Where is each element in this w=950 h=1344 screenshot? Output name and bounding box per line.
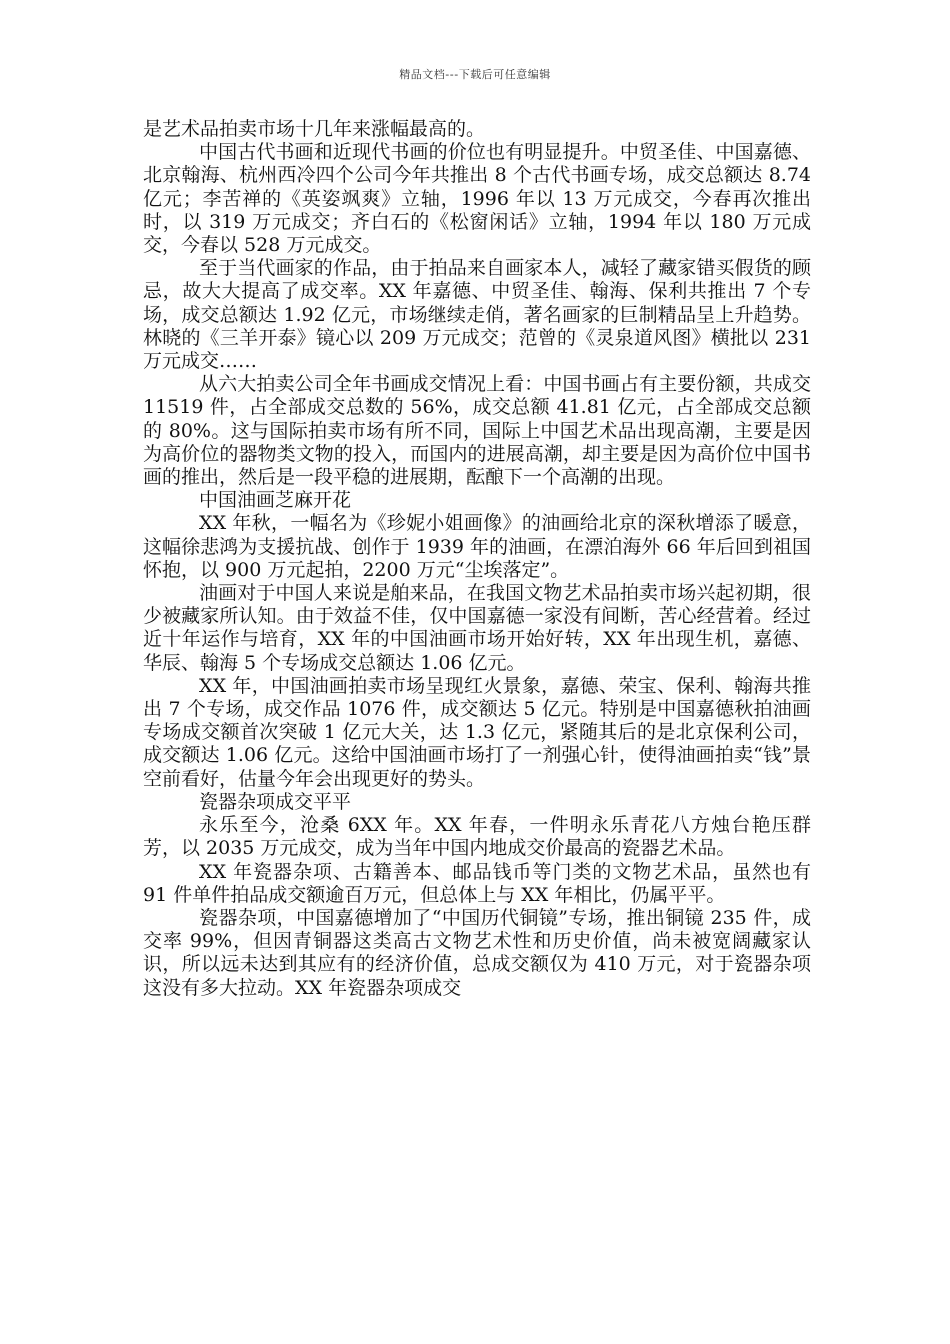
paragraph: 瓷器杂项，中国嘉德增加了“中国历代铜镜”专场，推出铜镜 235 件，成交率 99%，但因青铜器这类高古文物艺术性和历史价值，尚未被宽阔藏家认识，所以远未达到其应有的经济价值，总成交额仅为 410 万元，对于瓷器杂项这没有多大拉动。XX 年瓷器杂项成交 — [143, 906, 811, 999]
paragraph: 瓷器杂项成交平平 — [199, 790, 352, 813]
paragraph: 至于当代画家的作品，由于拍品来自画家本人，减轻了藏家错买假货的顾忌，故大大提高了成交率。XX 年嘉德、中贸圣佳、翰海、保利共推出 7 个专场，成交总额达 1.92 亿元，市场继续走俏，著名画家的巨制精品呈上升趋势。林晓的《三羊开泰》镜心以 209 万元成交；范曾的《灵泉道风图》横批以 231 万元成交…… — [143, 257, 811, 373]
paragraph: XX 年秋，一幅名为《珍妮小姐画像》的油画给北京的深秋增添了暖意，这幅徐悲鸿为支援抗战、创作于 1939 年的油画，在漂泊海外 66 年后回到祖国怀抱，以 900 万元起拍，2200 万元“尘埃落定”。 — [143, 512, 811, 581]
paragraph: 油画对于中国人来说是舶来品，在我国文物艺术品拍卖市场兴起初期，很少被藏家所认知。由于效益不佳，仅中国嘉德一家没有间断，苦心经营着。经过近十年运作与培育，XX 年的中国油画市场开始好转，XX 年出现生机，嘉德、华辰、翰海 5 个专场成交总额达 1.06 亿元。 — [143, 582, 811, 674]
page-header: 精品文档---下载后可任意编辑 — [399, 68, 551, 81]
paragraph: 永乐至今，沧桑 6XX 年。XX 年春，一件明永乐青花八方烛台艳压群芳，以 2035 万元成交，成为当年中国内地成交价最高的瓷器艺术品。 — [143, 814, 811, 860]
paragraph: 中国古代书画和近现代书画的价位也有明显提升。中贸圣佳、中国嘉德、北京翰海、杭州西冷四个公司今年共推出 8 个古代书画专场，成交总额达 8.74 亿元；李苦禅的《英姿飒爽》立轴，1996 年以 13 万元成交，今春再次推出时，以 319 万元成交；齐白石的《松窗闲话》立轴，1994 年以 180 万元成交，今春以 528 万元成交。 — [143, 141, 811, 257]
paragraph: 是艺术品拍卖市场十几年来涨幅最高的。 — [143, 118, 486, 140]
paragraph: XX 年，中国油画拍卖市场呈现红火景象，嘉德、荣宝、保利、翰海共推出 7 个专场，成交作品 1076 件，成交额达 5 亿元。特别是中国嘉德秋拍油画专场成交额首次突破 1 亿元大关，达 1.3 亿元，紧随其后的是北京保利公司，成交额达 1.06 亿元。这给中国油画市场打了一剂强心针，使得油画拍卖“钱”景空前看好，估量今年会出现更好的势头。 — [143, 674, 811, 790]
document-body — [143, 118, 811, 1000]
paragraph: 中国油画芝麻开花 — [199, 489, 352, 512]
paragraph: XX 年瓷器杂项、古籍善本、邮品钱币等门类的文物艺术品，虽然也有 91 件单件拍品成交额逾百万元，但总体上与 XX 年相比，仍属平平。 — [143, 860, 811, 906]
paragraph: 从六大拍卖公司全年书画成交情况上看：中国书画占有主要份额，共成交 11519 件，占全部成交总数的 56%，成交总额 41.81 亿元，占全部成交总额的 80%。这与国际拍卖市场有所不同，国际上中国艺术品出现高潮，主要是因为高价位的器物类文物的投入，而国内的进展高潮，却主要是因为高价位中国书画的推出，然后是一段平稳的进展期，酝酿下一个高潮的出现。 — [143, 373, 811, 489]
